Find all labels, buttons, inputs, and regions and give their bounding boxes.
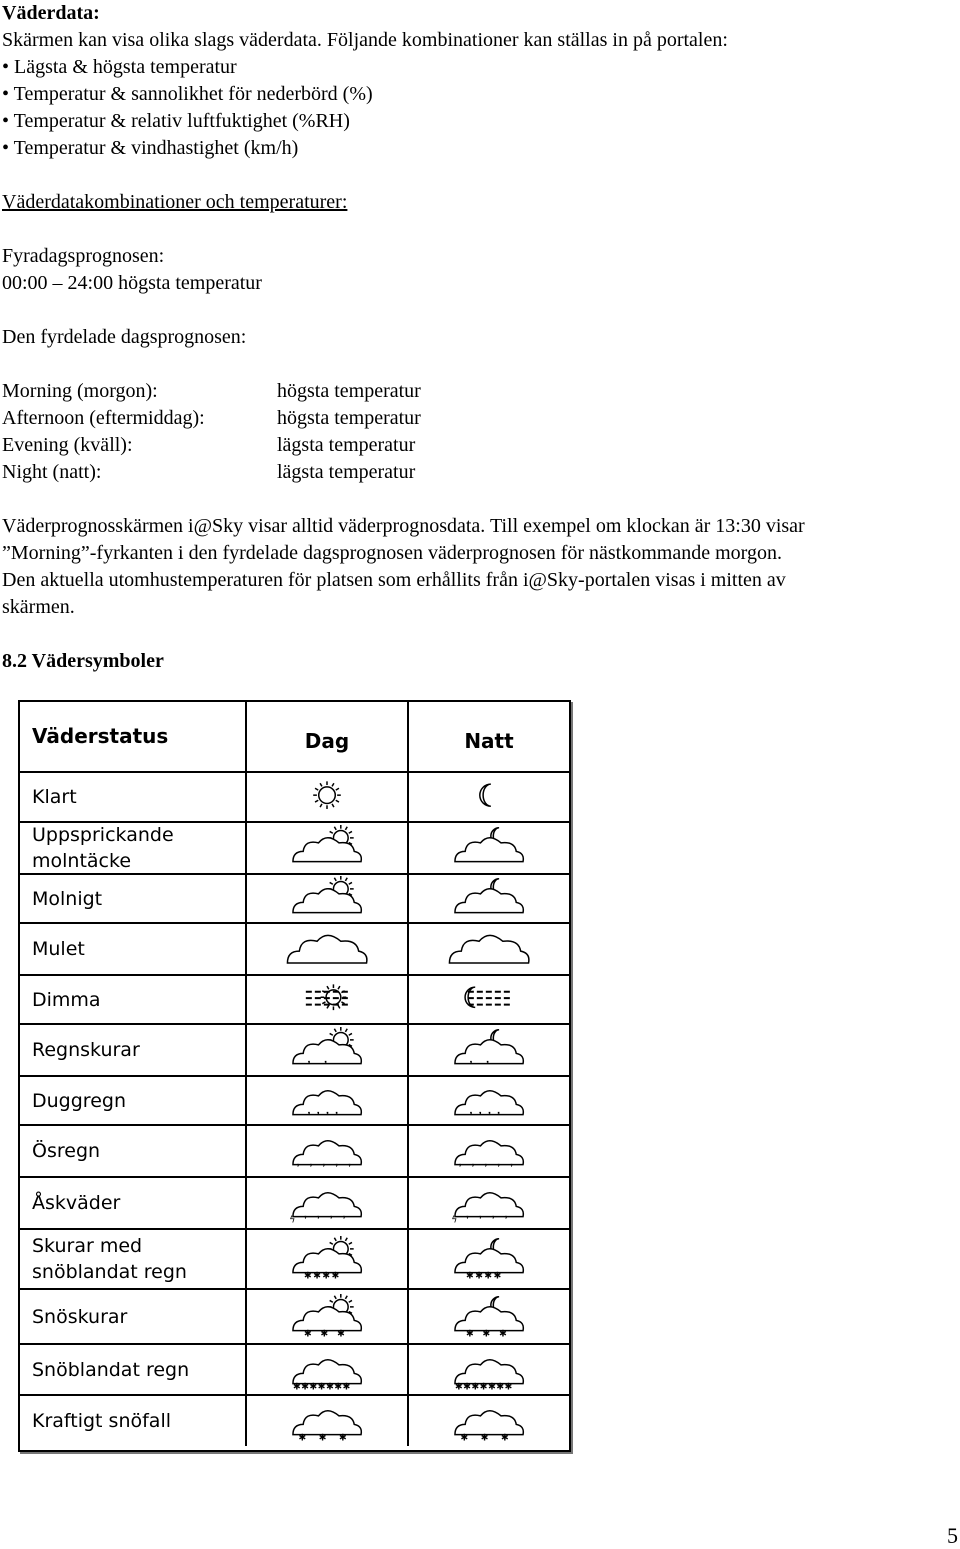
svg-text:❜: ❜ [304, 1214, 307, 1226]
svg-text:✱: ✱ [313, 1270, 321, 1282]
table-row [20, 976, 569, 1025]
table-body [20, 773, 569, 1446]
svg-text:✱: ✱ [320, 1327, 329, 1339]
svg-text:✱: ✱ [342, 1380, 351, 1392]
moon-behind-cloud-icon [434, 825, 544, 871]
svg-text:❜: ❜ [486, 1059, 490, 1071]
svg-text:ϟ: ϟ [289, 1214, 296, 1226]
svg-text:❜: ❜ [471, 1162, 475, 1174]
heavy-snow-icon [272, 1398, 382, 1444]
paragraph-line: skärmen. [2, 596, 75, 618]
slot-row [2, 459, 952, 486]
table-row [20, 1345, 569, 1396]
combo-item: • Lägsta & högsta temperatur [2, 56, 237, 78]
slot-row [2, 432, 952, 459]
combo-item: • Temperatur & sannolikhet för nederbörd (%) [2, 83, 373, 105]
weather-status-label: Molnigt [20, 875, 247, 922]
four-day-title: Fyradagsprognosen: [2, 245, 165, 267]
svg-text:❜: ❜ [458, 1162, 462, 1174]
svg-text:❜: ❜ [348, 1162, 352, 1174]
night-symbol-cell [409, 1077, 569, 1124]
svg-text:❜: ❜ [510, 1162, 514, 1174]
svg-text:✱: ✱ [463, 1380, 471, 1392]
heavy-rain-icon [272, 1128, 382, 1174]
day-symbol-cell [247, 875, 409, 922]
document-page [2, 0, 952, 675]
table-row [20, 1396, 569, 1446]
day-symbol-cell [247, 1290, 409, 1343]
weather-status-label: Uppsprickande molntäcke [20, 823, 247, 873]
weather-symbol-table [18, 700, 571, 1452]
weather-status-label: Åskväder [20, 1178, 247, 1228]
heavy-rain-icon [434, 1128, 544, 1174]
table-header-row [20, 702, 569, 773]
day-symbol-cell [247, 976, 409, 1023]
svg-text:✱: ✱ [480, 1432, 489, 1444]
combo-item: • Temperatur & vindhastighet (km/h) [2, 137, 299, 159]
svg-text:❜: ❜ [329, 1214, 333, 1226]
night-symbol-cell [409, 1290, 569, 1343]
table-row [20, 1025, 569, 1077]
sun-sleet-showers-icon [272, 1236, 382, 1282]
header-status: Väderstatus [20, 702, 247, 771]
slot-value: högsta temperatur [277, 380, 421, 402]
slot-label: Morning (morgon): [2, 380, 158, 402]
sun-snow-showers-icon [272, 1294, 382, 1340]
table-row [20, 1230, 569, 1290]
day-symbol-cell [247, 1230, 409, 1288]
svg-text:✱: ✱ [334, 1380, 343, 1392]
doc-heading: Väderdata: [2, 2, 100, 24]
day-symbol-cell [247, 1178, 409, 1228]
svg-text:✱: ✱ [482, 1327, 491, 1339]
slot-label: Afternoon (eftermiddag): [2, 407, 205, 429]
day-symbol-cell [247, 1025, 409, 1075]
table-row [20, 1126, 569, 1178]
svg-text:❜: ❜ [309, 1162, 313, 1174]
night-symbol-cell [409, 875, 569, 922]
sun-fog-icon [272, 977, 382, 1023]
day-symbol-cell [247, 1126, 409, 1176]
night-symbol-cell [409, 1396, 569, 1446]
night-symbol-cell [409, 1230, 569, 1288]
svg-text:✱: ✱ [479, 1380, 488, 1392]
svg-text:❜: ❜ [326, 1109, 330, 1121]
svg-text:✱: ✱ [500, 1432, 509, 1444]
svg-text:✱: ✱ [488, 1380, 496, 1392]
slot-label: Night (natt): [2, 461, 102, 483]
svg-text:❜: ❜ [324, 1059, 328, 1071]
svg-text:✱: ✱ [493, 1270, 502, 1282]
intro-text: Skärmen kan visa olika slags väderdata. Följande kombinationer kan ställas in på portalen: [2, 29, 728, 51]
svg-text:✱: ✱ [471, 1380, 480, 1392]
slot-value: lägsta temperatur [277, 434, 416, 456]
sun-behind-cloud-icon [272, 825, 382, 871]
svg-text:✱: ✱ [304, 1270, 312, 1282]
svg-text:❜: ❜ [488, 1109, 492, 1121]
svg-text:✱: ✱ [499, 1327, 507, 1339]
svg-text:✱: ✱ [326, 1380, 334, 1392]
table-row [20, 875, 569, 924]
svg-text:✱: ✱ [454, 1380, 463, 1392]
header-night: Natt [464, 729, 514, 753]
weather-status-label: Mulet [20, 924, 247, 974]
sun-behind-clouds-icon [272, 876, 382, 922]
svg-text:❜: ❜ [316, 1109, 320, 1121]
svg-text:❜: ❜ [491, 1214, 495, 1226]
slot-row [2, 378, 952, 405]
day-symbol-cell [247, 1345, 409, 1394]
slot-value: högsta temperatur [277, 407, 421, 429]
heavy-snow-icon [434, 1398, 544, 1444]
svg-text:❜: ❜ [322, 1162, 326, 1174]
svg-text:❜: ❜ [296, 1162, 300, 1174]
svg-text:❜: ❜ [316, 1214, 320, 1226]
sun-icon [272, 774, 382, 820]
weather-status-label: Regnskurar [20, 1025, 247, 1075]
slot-value: lägsta temperatur [277, 461, 416, 483]
svg-text:✱: ✱ [301, 1380, 309, 1392]
sleet-icon [434, 1347, 544, 1393]
svg-text:❜: ❜ [466, 1214, 469, 1226]
night-symbol-cell [409, 823, 569, 873]
night-symbol-cell [409, 976, 569, 1023]
night-symbol-cell [409, 1178, 569, 1228]
moon-snow-showers-icon [434, 1294, 544, 1340]
svg-text:✱: ✱ [292, 1380, 301, 1392]
table-row [20, 823, 569, 875]
weather-status-label: Dimma [20, 976, 247, 1023]
svg-text:ϟ: ϟ [451, 1214, 458, 1226]
drizzle-icon [272, 1078, 382, 1124]
paragraph-line: ”Morning”-fyrkanten i den fyrdelade dagsprognosen väderprognosen för nästkommande morgon. [2, 542, 782, 564]
slot-row [2, 405, 952, 432]
night-symbol-cell [409, 1025, 569, 1075]
page-number: 5 [947, 1523, 958, 1548]
weather-status-label: Klart [20, 773, 247, 821]
svg-text:❜: ❜ [307, 1109, 311, 1121]
weather-status-label: Skurar med snöblandat regn [20, 1230, 247, 1288]
weather-status-label: Duggregn [20, 1077, 247, 1124]
svg-text:✱: ✱ [298, 1432, 307, 1444]
table-row [20, 1290, 569, 1345]
crescent-moon-icon [434, 774, 544, 820]
svg-text:❜: ❜ [342, 1214, 346, 1226]
moon-behind-clouds-icon [434, 876, 544, 922]
svg-text:✱: ✱ [475, 1270, 483, 1282]
svg-text:✱: ✱ [466, 1270, 474, 1282]
svg-text:✱: ✱ [484, 1270, 493, 1282]
svg-text:❜: ❜ [307, 1059, 311, 1071]
weather-status-label: Ösregn [20, 1126, 247, 1176]
thunderstorm-icon [434, 1180, 544, 1226]
sleet-icon [272, 1347, 382, 1393]
svg-text:❜: ❜ [469, 1059, 473, 1071]
svg-text:✱: ✱ [318, 1432, 327, 1444]
day-symbol-cell [247, 924, 409, 974]
four-day-line: 00:00 – 24:00 högsta temperatur [2, 272, 262, 294]
combos-title: Väderdatakombinationer och temperaturer: [2, 191, 348, 213]
overcast-icon [272, 926, 382, 972]
paragraph-line: Den aktuella utomhustemperaturen för platsen som erhållits från i@Sky-portalen visas i mitten av [2, 569, 786, 591]
svg-text:❜: ❜ [335, 1109, 339, 1121]
svg-text:✱: ✱ [331, 1270, 340, 1282]
svg-text:✱: ✱ [460, 1432, 469, 1444]
svg-text:❜: ❜ [478, 1214, 482, 1226]
section-title: 8.2 Vädersymboler [2, 650, 164, 672]
night-symbol-cell [409, 924, 569, 974]
paragraph-line: Väderprognosskärmen i@Sky visar alltid väderprognosdata. Till exempel om klockan är 13:30 visar [2, 515, 805, 537]
drizzle-icon [434, 1078, 544, 1124]
svg-text:❜: ❜ [478, 1109, 482, 1121]
slot-label: Evening (kväll): [2, 434, 133, 456]
svg-text:✱: ✱ [338, 1432, 347, 1444]
day-symbol-cell [247, 1077, 409, 1124]
night-symbol-cell [409, 773, 569, 821]
svg-text:❜: ❜ [469, 1109, 473, 1121]
weather-status-label: Snöblandat regn [20, 1345, 247, 1394]
day-symbol-cell [247, 823, 409, 873]
night-symbol-cell [409, 1126, 569, 1176]
table-row [20, 1178, 569, 1230]
weather-status-label: Snöskurar [20, 1290, 247, 1343]
svg-text:✱: ✱ [337, 1327, 345, 1339]
thunderstorm-icon [272, 1180, 382, 1226]
overcast-icon [434, 926, 544, 972]
svg-text:❜: ❜ [497, 1109, 501, 1121]
weather-status-label: Kraftigt snöfall [20, 1396, 247, 1446]
table-row [20, 924, 569, 976]
svg-text:✱: ✱ [304, 1327, 312, 1339]
moon-fog-icon [434, 977, 544, 1023]
combo-item: • Temperatur & relativ luftfuktighet (%RH) [2, 110, 350, 132]
svg-text:✱: ✱ [466, 1327, 474, 1339]
svg-text:✱: ✱ [317, 1380, 326, 1392]
night-symbol-cell [409, 1345, 569, 1394]
svg-text:❜: ❜ [504, 1214, 508, 1226]
moon-rain-showers-icon [434, 1027, 544, 1073]
svg-text:❜: ❜ [497, 1162, 501, 1174]
day-symbol-cell [247, 1396, 409, 1446]
table-row [20, 773, 569, 823]
table-row [20, 1077, 569, 1126]
sun-rain-showers-icon [272, 1027, 382, 1073]
header-day: Dag [247, 702, 409, 771]
svg-text:✱: ✱ [504, 1380, 513, 1392]
split-forecast-title: Den fyrdelade dagsprognosen: [2, 326, 247, 348]
moon-sleet-showers-icon [434, 1236, 544, 1282]
svg-text:✱: ✱ [322, 1270, 331, 1282]
svg-text:✱: ✱ [496, 1380, 505, 1392]
svg-text:❜: ❜ [484, 1162, 488, 1174]
day-symbol-cell [247, 773, 409, 821]
svg-text:✱: ✱ [309, 1380, 318, 1392]
svg-text:❜: ❜ [335, 1162, 339, 1174]
